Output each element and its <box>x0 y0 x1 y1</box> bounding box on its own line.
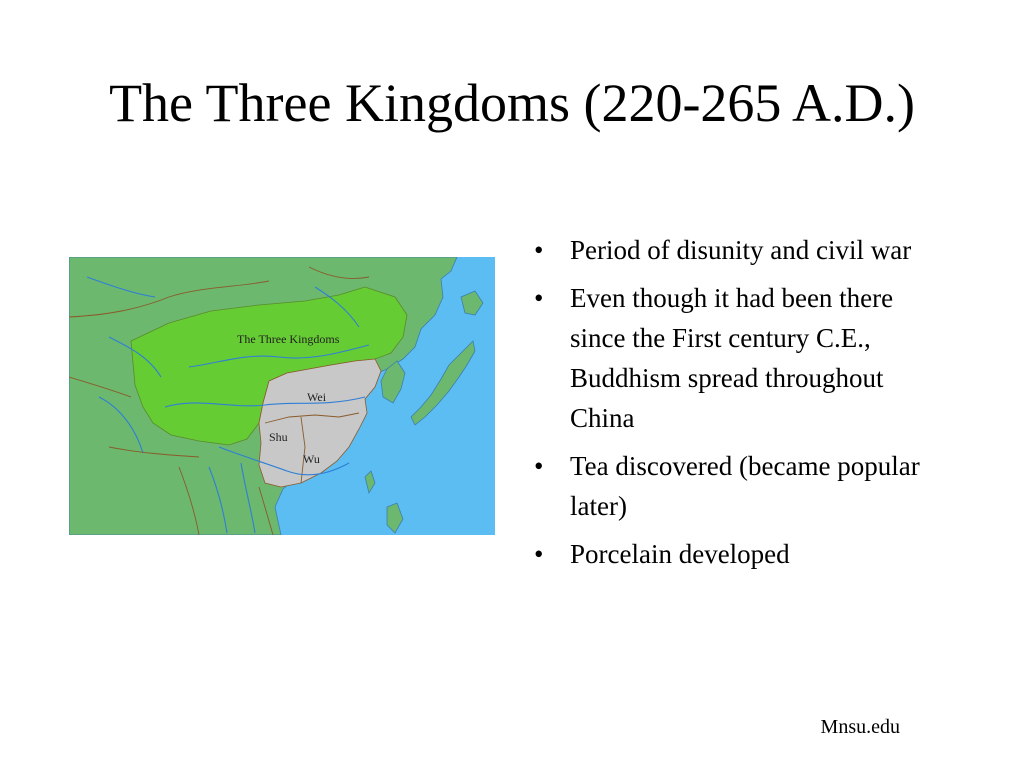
bullet-item <box>534 278 934 438</box>
three-kingdoms-label: The Three Kingdoms <box>237 332 340 346</box>
bullet-item <box>534 230 934 270</box>
three-kingdoms-map <box>69 257 495 535</box>
bullet-item <box>534 446 934 526</box>
slide-title: The Three Kingdoms (220-265 A.D.) <box>109 73 915 133</box>
bullet-marker: • <box>534 283 544 313</box>
bullet-text: Even though it had been there since the First century C.E., Buddhism spread throughout China <box>570 283 894 433</box>
bullet-text: Tea discovered (became popular later) <box>570 451 920 521</box>
bullet-marker: • <box>534 451 544 481</box>
shu-label: Shu <box>269 430 288 444</box>
bullet-item <box>534 534 934 574</box>
wei-label: Wei <box>307 390 327 404</box>
bullet-text: Porcelain developed <box>570 539 790 569</box>
bullet-marker: • <box>534 539 544 569</box>
bullet-marker: • <box>534 235 544 265</box>
bullet-text: Period of disunity and civil war <box>570 235 912 265</box>
source-credit: Mnsu.edu <box>820 716 900 738</box>
bullet-list <box>534 230 934 582</box>
wu-label: Wu <box>303 452 320 466</box>
map-svg <box>69 257 495 535</box>
